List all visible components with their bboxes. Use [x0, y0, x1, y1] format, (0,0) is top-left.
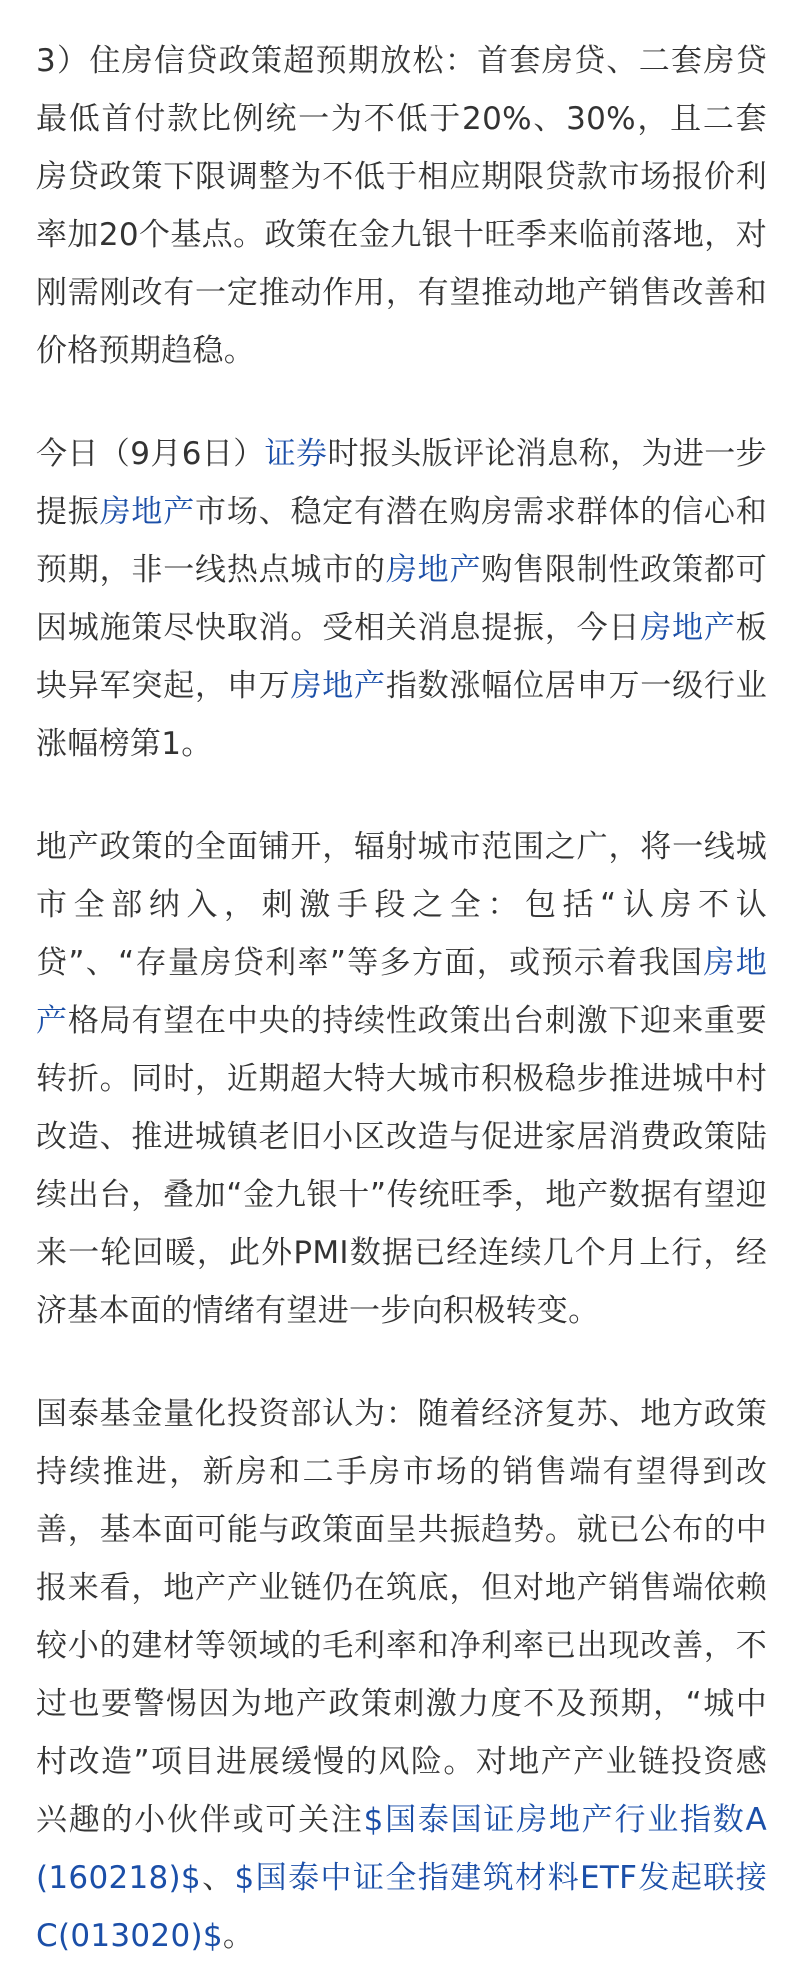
paragraph-text: 购售限制性政策都可因城施策尽快取消。受相关消息提振，今日 — [36, 552, 767, 646]
paragraph-housing-credit-policy — [36, 32, 767, 380]
link-fund-real-estate-index-a[interactable]: $国泰国证房地产行业指数A(160218)$ — [36, 1802, 767, 1896]
paragraph-securities-times-comment — [36, 425, 767, 773]
paragraph-text: 格局有望在中央的持续性政策出台刺激下迎来重要转折。同时，近期超大特大城市积极稳步推进城中村改造、推进城镇老旧小区改造与促进家居消费政策陆续出台，叠加“金九银十”传统旺季，地产数据有望迎来一轮回暖，此外PMI数据已经连续几个月上行，经济基本面的情绪有望进一步向积极转变。 — [36, 1003, 767, 1329]
paragraph-guotai-view — [36, 1385, 767, 1965]
paragraph-text: 市场、稳定有潜在购房需求群体的信心和预期，非一线热点城市的 — [36, 494, 767, 588]
link-real-estate[interactable]: 房地产 — [640, 610, 736, 646]
link-real-estate[interactable]: 房地产 — [290, 668, 386, 704]
paragraph-text: 、 — [200, 1860, 235, 1896]
paragraph-text: 3）住房信贷政策超预期放松：首套房贷、二套房贷最低首付款比例统一为不低于20%、30%，且二套房贷政策下限调整为不低于相应期限贷款市场报价利率加20个基点。政策在金九银十旺季来临前落地，对刚需刚改有一定推动作用，有望推动地产销售改善和价格预期趋稳。 — [36, 43, 767, 369]
link-real-estate[interactable]: 房地产 — [99, 494, 196, 530]
paragraph-text: 指数涨幅位居申万一级行业涨幅榜第1。 — [36, 668, 767, 762]
paragraph-text: 国泰基金量化投资部认为：随着经济复苏、地方政策持续推进，新房和二手房市场的销售端有望得到改善，基本面可能与政策面呈共振趋势。就已公布的中报来看，地产产业链仍在筑底，但对地产销售端依赖较小的建材等领域的毛利率和净利率已出现改善，不过也要警惕因为地产政策刺激力度不及预期，“城中村改造”项目进展缓慢的风险。对地产产业链投资感兴趣的小伙伴或可关注 — [36, 1396, 767, 1838]
paragraph-text: 。 — [222, 1918, 255, 1954]
paragraph-policy-rollout — [36, 818, 767, 1340]
paragraph-text: 时报头版评论消息称，为进一步提振 — [36, 436, 767, 530]
link-fund-building-materials-etf-c[interactable]: $国泰中证全指建筑材料ETF发起联接C(013020)$ — [36, 1860, 767, 1954]
link-real-estate[interactable]: 房地产 — [36, 945, 767, 1039]
paragraph-text: 今日（9月6日） — [36, 436, 265, 472]
link-securities[interactable]: 证券 — [264, 436, 328, 472]
paragraph-text: 板块异军突起，申万 — [36, 610, 767, 704]
link-real-estate[interactable]: 房地产 — [385, 552, 482, 588]
paragraph-text: 地产政策的全面铺开，辐射城市范围之广，将一线城市全部纳入，刺激手段之全：包括“认房不认贷”、“存量房贷利率”等多方面，或预示着我国 — [36, 829, 767, 981]
